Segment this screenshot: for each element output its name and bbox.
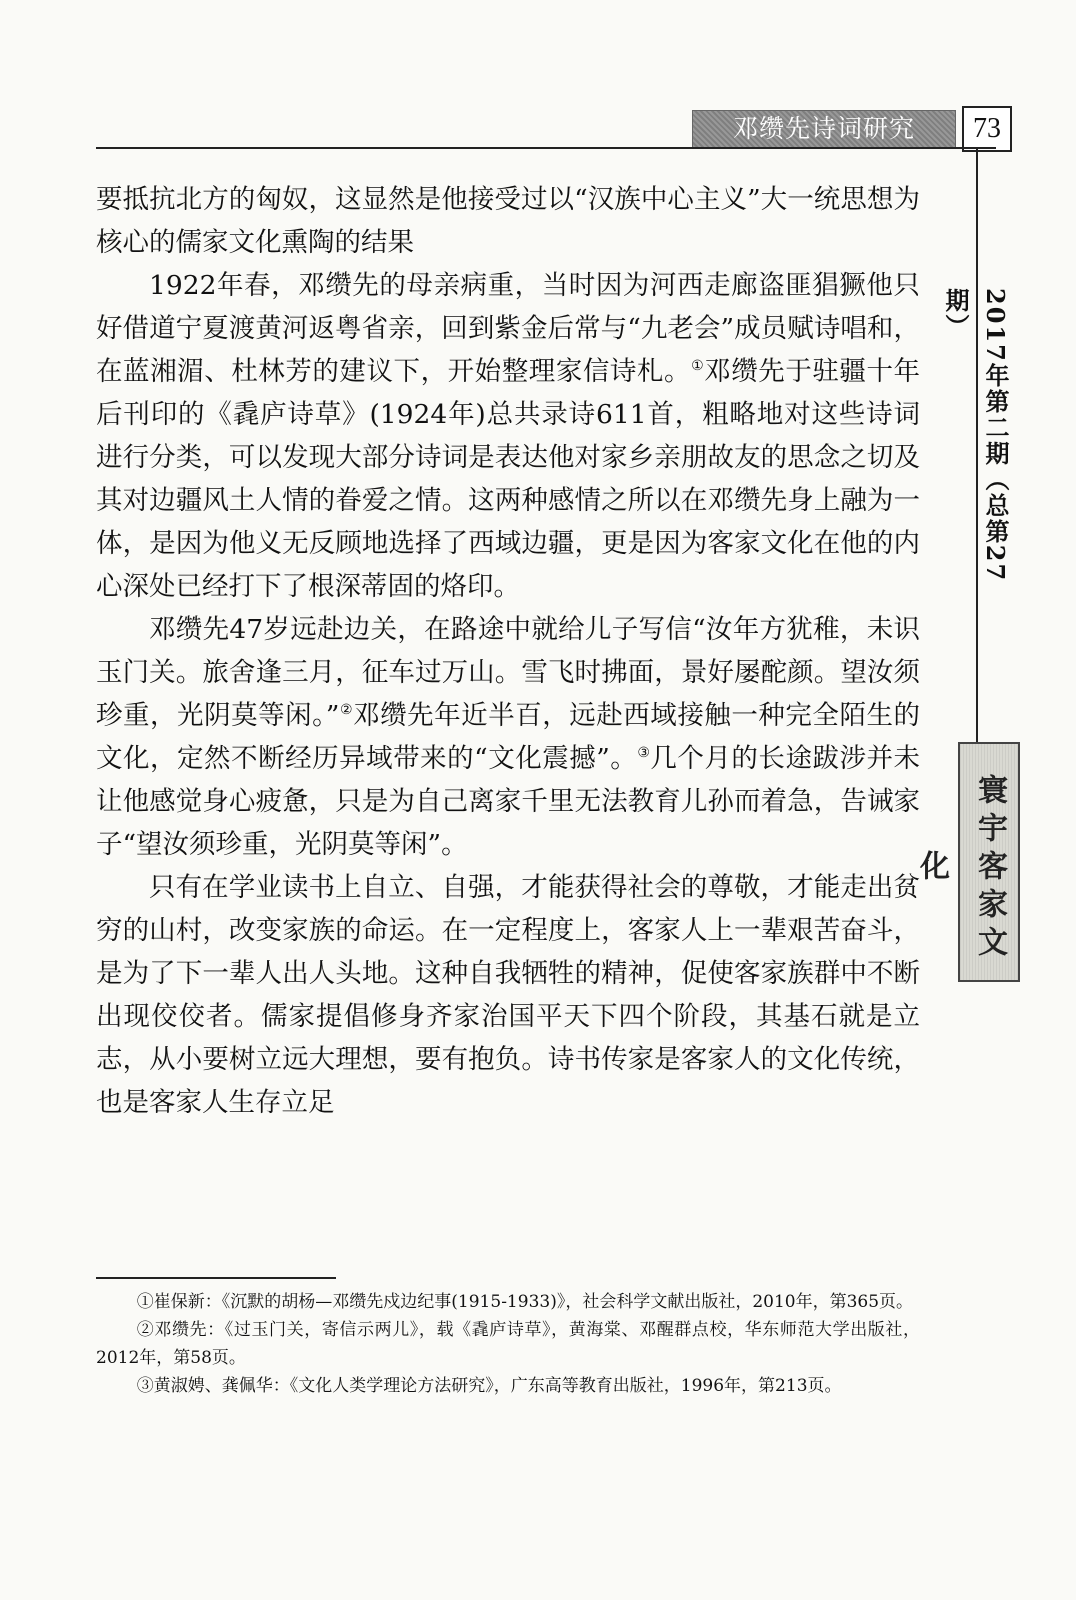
- paragraph-3: [96, 608, 920, 866]
- footnote-3: ③黄淑娉、龚佩华：《文化人类学理论方法研究》，广东高等教育出版社，1996年，第213页。: [136, 1376, 842, 1396]
- issue-info: 2017年第二期（总第27期）: [941, 288, 1010, 583]
- footnote-ref-1: ①: [691, 358, 705, 375]
- running-header-title: 邓缵先诗词研究: [692, 110, 956, 148]
- paragraph-3-part-c: 几个月的长途跋涉并未让他感觉身心疲惫，只是为自己离家千里无法教育儿孙而着急，告诫家子“望汝须珍重，光阴莫等闲”。: [96, 743, 920, 860]
- page-number: 73: [962, 106, 1012, 152]
- paragraph-2: [96, 264, 920, 608]
- footnote-ref-3: ③: [637, 745, 651, 762]
- paragraph-1: 要抵抗北方的匈奴，这显然是他接受过以“汉族中心主义”大一统思想为核心的儒家文化熏陶的结果: [96, 184, 920, 258]
- footnote-1: ①崔保新：《沉默的胡杨—邓缵先戍边纪事(1915-1933)》，社会科学文献出版社，2010年，第365页。: [136, 1292, 914, 1312]
- paragraph-4: 只有在学业读书上自立、自强，才能获得社会的尊敬，才能走出贫穷的山村，改变家族的命运。在一定程度上，客家人上一辈艰苦奋斗，是为了下一辈人出人头地。这种自我牺牲的精神，促使客家族群中不断出现佼佼者。儒家提倡修身齐家治国平天下四个阶段，其基石就是立志，从小要树立远大理想，要有抱负。诗书传家是客家人的文化传统，也是客家人生存立足: [96, 872, 920, 1118]
- footnote-2: ②邓缵先：《过玉门关，寄信示两儿》，载《毳庐诗草》，黄海棠、邓醒群点校，华东师范大学出版社，2012年，第58页。: [96, 1320, 920, 1368]
- article-body: [96, 178, 920, 1124]
- paragraph-3-part-a: 邓缵先47岁远赴边关，在路途中就给儿子写信“汝年方犹稚，未识玉门关。旅舍逢三月，征车过万山。雪飞时拂面，景好屡酡颜。望汝须珍重，光阴莫等闲。”: [96, 614, 920, 731]
- paragraph-2-part-b: 邓缵先于驻疆十年后刊印的《毳庐诗草》(1924年)总共录诗611首，粗略地对这些诗词进行分类，可以发现大部分诗词是表达他对家乡亲朋故友的思念之切及其对边疆风土人情的眷爱之情。这两种感情之所以在邓缵先身上融为一体，是因为他义无反顾地选择了西域边疆，更是因为客家文化在他的内心深处已经打下了根深蒂固的烙印。: [96, 356, 921, 602]
- paragraph-2-part-a: 1922年春，邓缵先的母亲病重，当时因为河西走廊盗匪猖獗他只好借道宁夏渡黄河返粤省亲，回到紫金后常与“九老会”成员赋诗唱和，在蓝湘湄、杜林芳的建议下，开始整理家信诗札。: [96, 270, 920, 387]
- footnote-rule: [96, 1277, 336, 1279]
- footnote-ref-2: ②: [339, 702, 354, 719]
- header-rule: [96, 147, 996, 149]
- journal-logo: 寰宇客家文化: [958, 742, 1020, 982]
- footnotes: [96, 1288, 920, 1400]
- paragraph-3-part-b: 邓缵先年近半百，远赴西域接触一种完全陌生的文化，定然不断经历异域带来的“文化震撼”。: [96, 700, 920, 774]
